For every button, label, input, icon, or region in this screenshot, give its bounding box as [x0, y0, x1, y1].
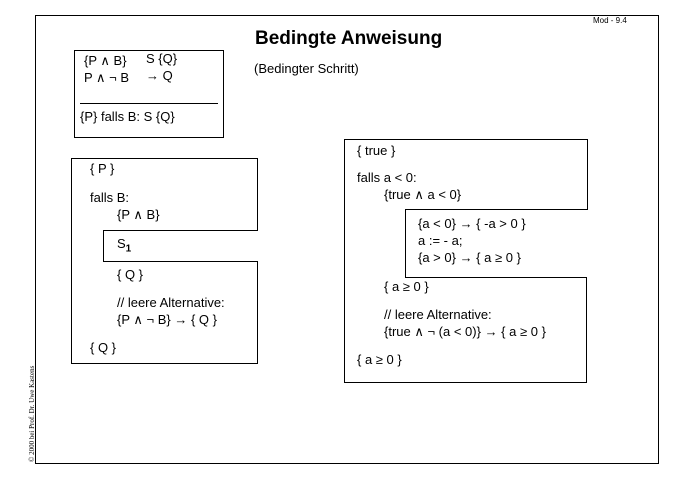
rule-premise1-stmt: S {Q}: [146, 51, 178, 66]
slide-number: Mod - 9.4: [593, 16, 627, 25]
schema-post: { Q }: [90, 340, 117, 355]
rule-premise2-pre: P ∧ ¬ B: [84, 70, 130, 85]
example-else-comment: // leere Alternative:: [384, 307, 492, 322]
rule-premise1-pre: {P ∧ B}: [84, 53, 127, 68]
schema-then-pre: {P ∧ B}: [117, 207, 160, 222]
page-title: Bedingte Anweisung: [255, 28, 443, 49]
schema-statement-index: 1: [125, 243, 132, 255]
example-inner-line3: {a > 0} → { a ≥ 0 }: [418, 250, 521, 265]
example-condition: falls a < 0:: [357, 170, 417, 185]
copyright-notice: © 2000 bei Prof. Dr. Uwe Kastens: [28, 365, 36, 462]
schema-then-post: { Q }: [117, 267, 144, 282]
example-else-implication: {true ∧ ¬ (a < 0)} → { a ≥ 0 }: [384, 324, 546, 339]
page-subtitle: (Bedingter Schritt): [254, 61, 359, 76]
schema-else-comment: // leere Alternative:: [117, 295, 225, 310]
example-inner-line1: {a < 0} → { -a > 0 }: [418, 216, 526, 231]
schema-pre: { P }: [90, 161, 115, 176]
rule-conclusion: {P} falls B: S {Q}: [80, 109, 175, 124]
example-inner-line2: a := - a;: [418, 233, 463, 248]
schema-statement: [117, 236, 131, 258]
example-pre: { true }: [357, 143, 396, 158]
example-then-post: { a ≥ 0 }: [384, 279, 429, 294]
example-then-pre: {true ∧ a < 0}: [384, 187, 462, 202]
rule-premise2-post: → Q: [146, 68, 173, 83]
schema-condition: falls B:: [90, 190, 130, 205]
example-post: { a ≥ 0 }: [357, 352, 402, 367]
schema-else-implication: {P ∧ ¬ B} → { Q }: [117, 312, 217, 327]
schema-statement-letter: S: [117, 236, 126, 251]
